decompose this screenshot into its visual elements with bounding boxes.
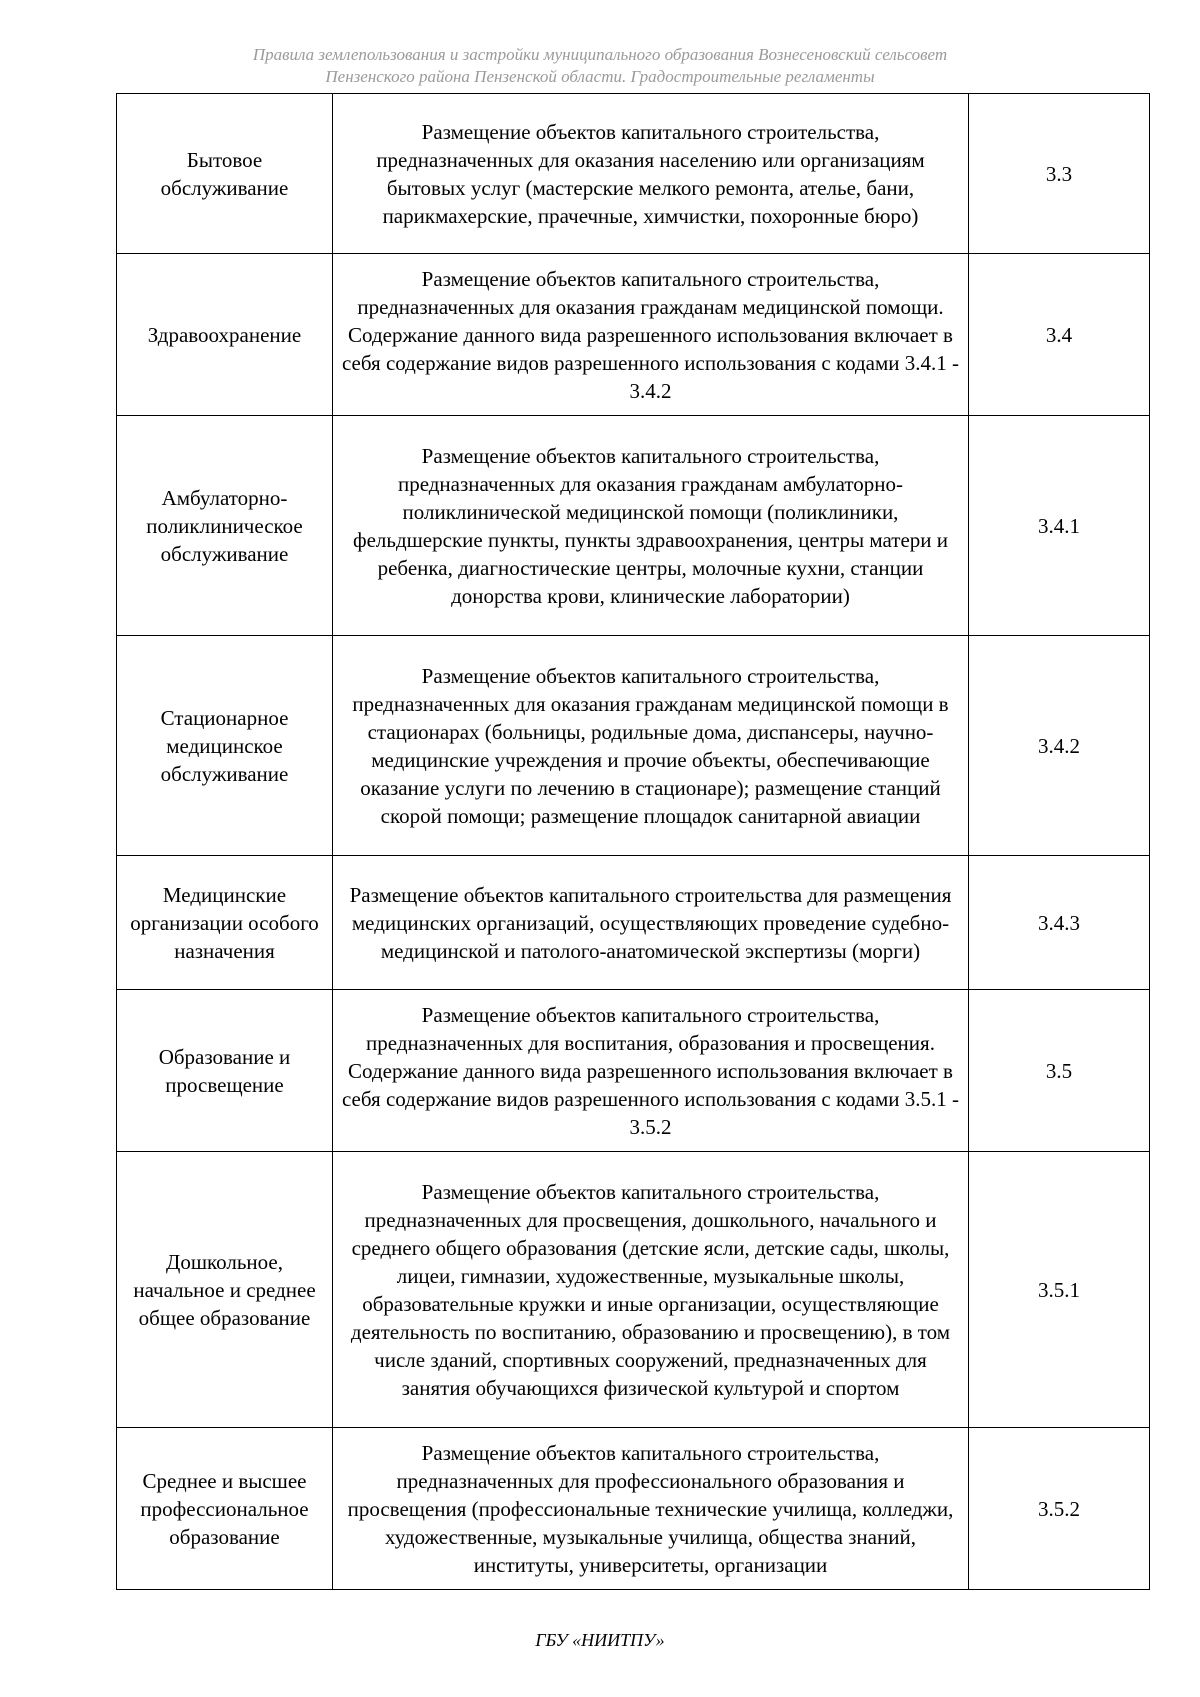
header-line-2: Пензенского района Пензенской области. Градостроительные регламенты	[325, 67, 875, 86]
use-name-cell: Стационарное медицинское обслуживание	[117, 636, 333, 856]
table-row	[117, 94, 1150, 254]
use-name-cell: Медицинские организации особого назначения	[117, 856, 333, 990]
use-description-cell: Размещение объектов капитального строительства, предназначенных для оказания гражданам амбулаторно-поликлинической медицинской помощи (поликлиники, фельдшерские пункты, пункты здравоохранения, центры матери и ребенка, диагностические центры, молочные кухни, станции донорства крови, клинические лаборатории)	[333, 416, 969, 636]
use-code-cell: 3.5.2	[969, 1428, 1150, 1590]
use-code-cell: 3.5	[969, 990, 1150, 1152]
table-row	[117, 416, 1150, 636]
page-header	[0, 44, 1200, 88]
use-code-cell: 3.5.1	[969, 1152, 1150, 1428]
table-row	[117, 1428, 1150, 1590]
use-name-cell: Дошкольное, начальное и среднее общее образование	[117, 1152, 333, 1428]
table-row	[117, 856, 1150, 990]
use-name-cell: Амбулаторно-поликлиническое обслуживание	[117, 416, 333, 636]
use-description-cell: Размещение объектов капитального строительства для размещения медицинских организаций, осуществляющих проведение судебно-медицинской и патолого-анатомической экспертизы (морги)	[333, 856, 969, 990]
header-line-1: Правила землепользования и застройки муниципального образования Вознесеновский сельсовет	[252, 45, 948, 64]
use-description-cell: Размещение объектов капитального строительства, предназначенных для оказания населению или организациям бытовых услуг (мастерские мелкого ремонта, ателье, бани, парикмахерские, прачечные, химчистки, похоронные бюро)	[333, 94, 969, 254]
use-description-cell: Размещение объектов капитального строительства, предназначенных для оказания гражданам медицинской помощи. Содержание данного вида разрешенного использования включает в себя содержание видов разрешенного использования с кодами 3.4.1 - 3.4.2	[333, 254, 969, 416]
use-name-cell: Среднее и высшее профессиональное образование	[117, 1428, 333, 1590]
use-code-cell: 3.4.3	[969, 856, 1150, 990]
use-description-cell: Размещение объектов капитального строительства, предназначенных для просвещения, дошкольного, начального и среднего общего образования (детские ясли, детские сады, школы, лицеи, гимназии, художественные, музыкальные школы, образовательные кружки и иные организации, осуществляющие деятельность по воспитанию, образованию и просвещению), в том числе зданий, спортивных сооружений, предназначенных для занятия обучающихся физической культурой и спортом	[333, 1152, 969, 1428]
page-footer: ГБУ «НИИТПУ»	[535, 1630, 665, 1650]
use-description-cell: Размещение объектов капитального строительства, предназначенных для профессионального образования и просвещения (профессиональные технические училища, колледжи, художественные, музыкальные училища, общества знаний, институты, университеты, организации	[333, 1428, 969, 1590]
permitted-use-table	[116, 93, 1150, 1590]
table-row	[117, 636, 1150, 856]
table-row	[117, 254, 1150, 416]
table-row	[117, 1152, 1150, 1428]
use-description-cell: Размещение объектов капитального строительства, предназначенных для воспитания, образования и просвещения. Содержание данного вида разрешенного использования включает в себя содержание видов разрешенного использования с кодами 3.5.1 - 3.5.2	[333, 990, 969, 1152]
use-name-cell: Здравоохранение	[117, 254, 333, 416]
use-code-cell: 3.3	[969, 94, 1150, 254]
use-description-cell: Размещение объектов капитального строительства, предназначенных для оказания гражданам медицинской помощи в стационарах (больницы, родильные дома, диспансеры, научно-медицинские учреждения и прочие объекты, обеспечивающие оказание услуги по лечению в стационаре); размещение станций скорой помощи; размещение площадок санитарной авиации	[333, 636, 969, 856]
use-code-cell: 3.4	[969, 254, 1150, 416]
use-code-cell: 3.4.2	[969, 636, 1150, 856]
table-row	[117, 990, 1150, 1152]
use-name-cell: Образование и просвещение	[117, 990, 333, 1152]
use-name-cell: Бытовое обслуживание	[117, 94, 333, 254]
use-code-cell: 3.4.1	[969, 416, 1150, 636]
